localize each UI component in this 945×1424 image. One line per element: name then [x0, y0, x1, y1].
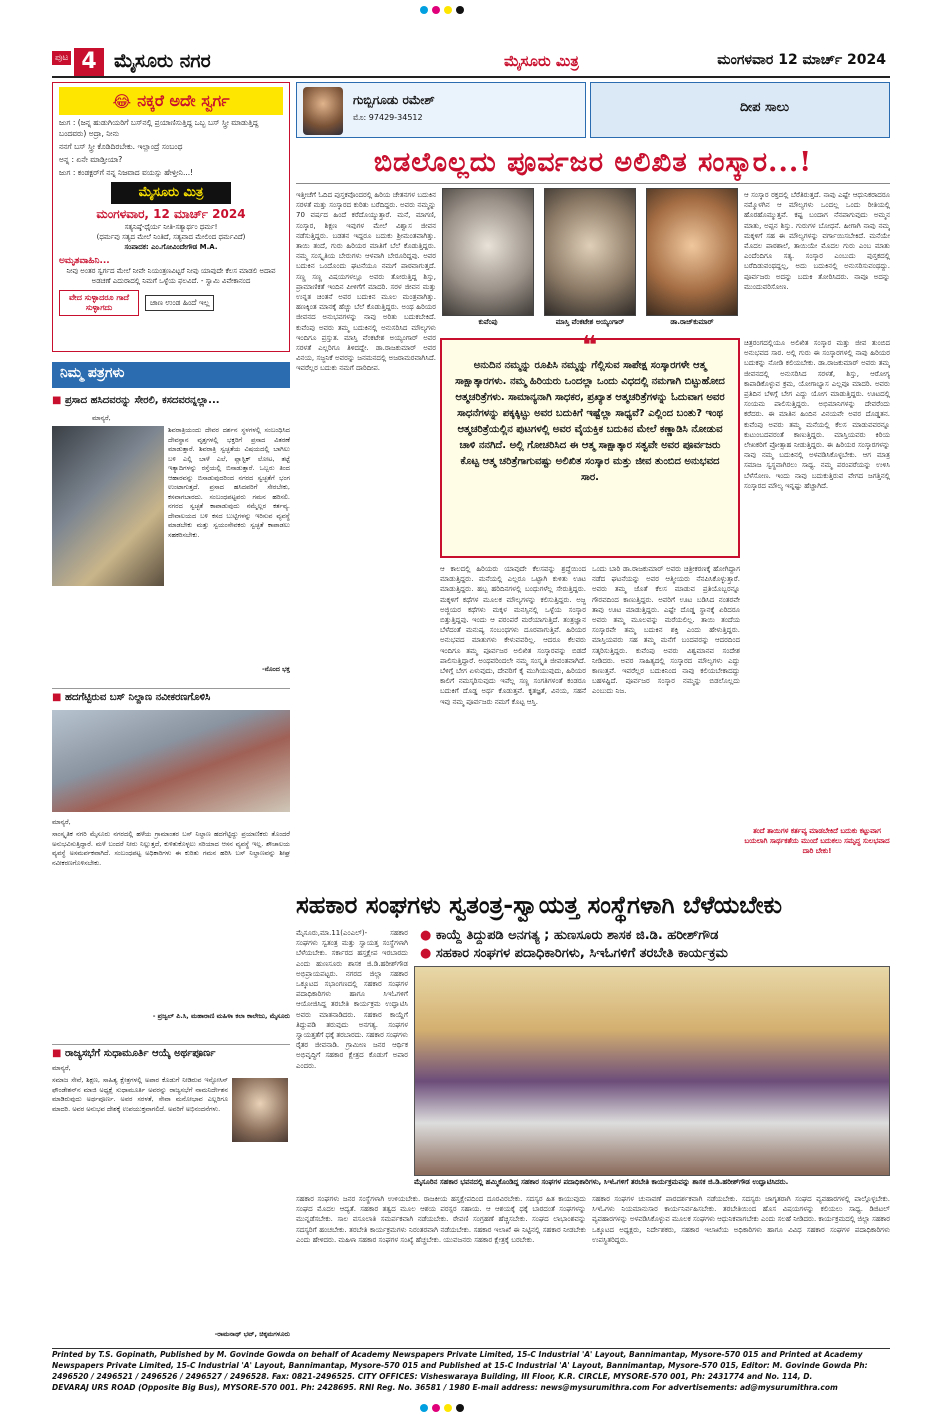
- coop-event-photo: [414, 966, 890, 1176]
- letter-3-body: ಸಮಾಜ ಸೇವೆ, ಶಿಕ್ಷಣ, ಸಾಹಿತ್ಯ ಕ್ಷೇತ್ರಗಳಲ್ಲಿ ಅಪಾರ ಕೊಡುಗೆ ನೀಡಿರುವ ಇನ್ಫೋಸಿಸ್ ಫೌಂಡೇಶನ್‌ನ ಮಾಜಿ ಅಧ್ಯಕ್ಷೆ ಸುಧಾಮೂರ್ತಿ ಅವರನ್ನು ರಾಜ್ಯಸಭೆಗೆ ನಾಮನಿರ್ದೇಶನ ಮಾಡಿರುವುದು ಅರ್ಥಪೂರ್ಣ. ಅವರ ಸರಳತೆ, ಸೇವಾ ಮನೋಭಾವ ಎಲ್ಲರಿಗೂ ಮಾದರಿ. ಅವರ ಅನುಭವ ದೇಶಕ್ಕೆ ಉಪಯುಕ್ತವಾಗಲಿದೆ. ಅವರಿಗೆ ಅಭಿನಂದನೆಗಳು.: [52, 1076, 228, 1113]
- article-column-2: ಆ ಕಾಲದಲ್ಲಿ ಹಿರಿಯರು ಯಾವುದೇ ಕೆಲಸವನ್ನು ಶ್ರದ್ಧೆಯಿಂದ ಮಾಡುತ್ತಿದ್ದರು. ಮನೆಯಲ್ಲಿ ಎಲ್ಲರೂ ಒಟ್ಟಾಗಿ ಕುಳಿತು ಊಟ ಮಾಡುತ್ತಿದ್ದರು. ಹಬ್ಬ ಹರಿದಿನಗಳಲ್ಲಿ ಬಂಧುಗಳೆಲ್ಲ ಸೇರುತ್ತಿದ್ದರು. ಮಕ್ಕಳಿಗೆ ಕಥೆಗಳ ಮೂಲಕ ಮೌಲ್ಯಗಳನ್ನು ಕಲಿಸುತ್ತಿದ್ದರು. ಅಜ್ಜ ಅಜ್ಜಿಯರ ಕಥೆಗಳು ಮಕ್ಕಳ ಮನಸ್ಸಿನಲ್ಲಿ ಒಳ್ಳೆಯ ಸಂಸ್ಕಾರ ಬಿತ್ತುತ್ತಿದ್ದವು. ಇಂದು ಆ ಪರಂಪರೆ ಮರೆಯಾಗುತ್ತಿದೆ. ತಂತ್ರಜ್ಞಾನ ಬೆಳೆದಂತೆ ಮನುಷ್ಯ ಸಂಬಂಧಗಳು ದೂರವಾಗುತ್ತಿವೆ. ಹಿರಿಯರ ಅನುಭವದ ಮಾತುಗಳು ಕೇಳುವವರಿಲ್ಲ. ಆದರೂ ಕೆಲವರು ಇಂದಿಗೂ ತಮ್ಮ ಪೂರ್ವಜರ ಅಲಿಖಿತ ಸಂಸ್ಕಾರವನ್ನು ಬಿಡದೆ ಪಾಲಿಸುತ್ತಿದ್ದಾರೆ. ಅಂಥವರಿಂದಲೇ ನಮ್ಮ ಸಂಸ್ಕೃತಿ ಜೀವಂತವಾಗಿದೆ. ಬೆಳಿಗ್ಗೆ ಬೇಗ ಏಳುವುದು, ದೇವರಿಗೆ ಕೈ ಮುಗಿಯುವುದು, ಹಿರಿಯರ ಕಾಲಿಗೆ ನಮಸ್ಕರಿಸುವುದು ಇವೆಲ್ಲ ಸಣ್ಣ ಸಂಗತಿಗಳಂತೆ ಕಂಡರೂ ಬದುಕಿಗೆ ದೊಡ್ಡ ಅರ್ಥ ಕೊಡುತ್ತವೆ. ಕೃತಜ್ಞತೆ, ವಿನಯ, ಸಹನೆ ಇವು ನಮ್ಮ ಪೂರ್ವಜರು ನಮಗೆ ಕೊಟ್ಟ ಆಸ್ತಿ.: [440, 565, 586, 706]
- sudhamurthy-photo: [232, 1078, 288, 1142]
- coop-subhead-2: ● ಸಹಕಾರ ಸಂಘಗಳ ಪದಾಧಿಕಾರಿಗಳು, ಸಿಇಓಗಳಿಗೆ ತರಬೇತಿ ಕಾರ್ಯಕ್ರಮ: [420, 946, 728, 961]
- joke-line: ಅನ್ನ : ಏನೇ ಮಾಡ್ತೀಯಾ?: [59, 155, 123, 164]
- black-dot-icon: [456, 6, 464, 14]
- letter-1-headline: ■ ಪ್ರಸಾದ ಹಸಿದವರನ್ನು ಸೇರಲಿ, ಕಸದವರನ್ನಲ್ಲಾ...: [52, 394, 290, 414]
- imprint-line: 2496520 / 2496521 / 2496526 / 2496527 / 2496528. Fax: 0821-2496525. CITY OFFICES: Visheswaraya Building, III Floor, K.R. CIRCLE, MYSORE-570 001, Ph: 2431774 and No. 114, D.: [52, 1372, 813, 1381]
- inner-date: ಮಂಗಳವಾರ, 12 ಮಾರ್ಚ್ 2024: [96, 207, 246, 221]
- portrait-caption: ಡಾ.ರಾಜ್‌ಕುಮಾರ್: [670, 318, 714, 326]
- section-title: ಮೈಸೂರು ನಗರ: [114, 50, 211, 72]
- letter-2-photo: [52, 710, 290, 812]
- registration-marks-bottom: [420, 1404, 500, 1414]
- letter-2-body: ಸಾಂಸ್ಕೃತಿಕ ನಗರಿ ಮೈಸೂರು ನಗರದಲ್ಲಿ ಹಳೆಯ ಗ್ರಾಮಾಂತರ ಬಸ್ ನಿಲ್ದಾಣ ಹದಗೆಟ್ಟಿದ್ದು ಪ್ರಯಾಣಿಕರು ತೊಂದರೆ ಅನುಭವಿಸುತ್ತಿದ್ದಾರೆ. ಮಳೆ ಬಂದರೆ ನೀರು ನಿಲ್ಲುತ್ತದೆ, ಕುಳಿತುಕೊಳ್ಳಲು ಸರಿಯಾದ ಆಸನ ವ್ಯವಸ್ಥೆ ಇಲ್ಲ. ಶೌಚಾಲಯ ವ್ಯವಸ್ಥೆ ಅಸಮರ್ಪಕವಾಗಿದೆ. ಸಂಬಂಧಪಟ್ಟ ಅಧಿಕಾರಿಗಳು ಈ ಕುರಿತು ಗಮನ ಹರಿಸಿ ಬಸ್ ನಿಲ್ದಾಣವನ್ನು ಶೀಘ್ರ ನವೀಕರಣಗೊಳಿಸಬೇಕು.: [52, 830, 290, 867]
- paper-logo: ಮೈಸೂರು ಮಿತ್ರ: [504, 52, 579, 70]
- nakkare-box: [52, 82, 290, 352]
- article-column-1: ಇತ್ತೀಚೆಗೆ ಓದಿದ ಪುಸ್ತಕವೊಂದರಲ್ಲಿ ಹಿರಿಯ ಚೇತನಗಳ ಬದುಕಿನ ಸರಳತೆ ಮತ್ತು ಸಂಸ್ಕಾರದ ಕುರಿತು ಬರೆದಿದ್ದರು. ಅವರು ನಮ್ಮನ್ನು 70 ವರ್ಷದ ಹಿಂದೆ ಕರೆದೊಯ್ಯುತ್ತಾರೆ. ಮನೆ, ಮಾಗಣಿ, ಸಂಸ್ಕಾರ, ಶಿಕ್ಷಣ ಇವುಗಳ ಮೇಲೆ ವಿಶ್ವಾಸ ಜೀವನ ನಡೆಸುತ್ತಿದ್ದರು. ಬಡತನ ಇದ್ದರೂ ಬದುಕು ಶ್ರೀಮಂತವಾಗಿತ್ತು. ತಾಯಿ ತಂದೆ, ಗುರು ಹಿರಿಯರ ಮಾತಿಗೆ ಬೆಲೆ ಕೊಡುತ್ತಿದ್ದರು. ನಮ್ಮ ಸಂಸ್ಕೃತಿಯ ಬೇರುಗಳು ಆಳವಾಗಿ ಬೇರೂರಿದ್ದವು. ಅವರ ಬದುಕಿನ ಒಂದೊಂದು ಘಟನೆಯೂ ನಮಗೆ ಪಾಠವಾಗುತ್ತದೆ. ಸಣ್ಣ ಸಣ್ಣ ವಿಷಯಗಳಲ್ಲೂ ಅವರು ತೋರುತ್ತಿದ್ದ ಶಿಸ್ತು, ಪ್ರಾಮಾಣಿಕತೆ ಇಂದಿನ ಪೀಳಿಗೆಗೆ ಮಾದರಿ. ಸರಳ ಜೀವನ ಮತ್ತು ಉನ್ನತ ಚಿಂತನೆ ಅವರ ಬದುಕಿನ ಮೂಲ ಮಂತ್ರವಾಗಿತ್ತು. ಹಣಕ್ಕಿಂತ ಮಾನಕ್ಕೆ ಹೆಚ್ಚು ಬೆಲೆ ಕೊಡುತ್ತಿದ್ದರು. ಅಂಥ ಹಿರಿಯರ ಜೀವನದ ಅನುಭವಗಳನ್ನು ನಾವು ಅರಿತು ಬದುಕಬೇಕಿದೆ. ಕುವೆಂಪು ಅವರು ತಮ್ಮ ಬದುಕಿನಲ್ಲಿ ಅನುಸರಿಸಿದ ಮೌಲ್ಯಗಳು ಇಂದಿಗೂ ಪ್ರಸ್ತುತ. ಮಾಸ್ತಿ ವೆಂಕಟೇಶ ಅಯ್ಯಂಗಾರ್ ಅವರ ಸರಳತೆ ಎಲ್ಲರಿಗೂ ತಿಳಿದದ್ದೇ. ಡಾ.ರಾಜಕುಮಾರ್ ಅವರ ವಿನಯ, ಸಜ್ಜನಿಕೆ ಅವರನ್ನು ಜನಮನದಲ್ಲಿ ಅಜರಾಮರವಾಗಿಸಿದೆ. ಇವರೆಲ್ಲರ ಬದುಕು ನಮಗೆ ದಾರಿದೀಪ.: [296, 191, 436, 373]
- magenta-dot-icon: [432, 6, 440, 14]
- cyan-dot-icon: [420, 1404, 428, 1412]
- letter-3-signature: -ರಾಮನಾಥ್ ಭಟ್, ಚಿಕ್ಕಮಗಳೂರು: [214, 1330, 290, 1338]
- article-column-4: ಆ ಸಂಸ್ಕಾರ ರಕ್ತದಲ್ಲಿ ಬೆರೆತಿರುತ್ತದೆ. ನಾವು ಎಷ್ಟೇ ಆಧುನಿಕರಾದರೂ ನಮ್ಮೊಳಗಿನ ಆ ಮೌಲ್ಯಗಳು ಒಂದಲ್ಲ ಒಂದು ರೀತಿಯಲ್ಲಿ ಹೊರಹೊಮ್ಮುತ್ತವೆ. ಕಷ್ಟ ಬಂದಾಗ ನೆನಪಾಗುವುದು ಅಮ್ಮನ ಮಾತು, ಅಪ್ಪನ ಶಿಸ್ತು. ಗುರುಗಳ ಬೋಧನೆ. ಹೀಗಾಗಿ ನಾವು ನಮ್ಮ ಮಕ್ಕಳಿಗೆ ಸಹ ಈ ಮೌಲ್ಯಗಳನ್ನು ವರ್ಗಾಯಿಸಬೇಕಿದೆ. ಮನೆಯೇ ಮೊದಲ ಪಾಠಶಾಲೆ, ತಾಯಿಯೇ ಮೊದಲ ಗುರು ಎಂಬ ಮಾತು ಎಂದೆಂದಿಗೂ ಸತ್ಯ. ಸಂಸ್ಕಾರ ಎಂಬುದು ಪುಸ್ತಕದಲ್ಲಿ ಬರೆದಿಡುವಂಥದ್ದಲ್ಲ, ಅದು ಬದುಕಿನಲ್ಲಿ ಅನುಸರಿಸುವಂಥದ್ದು. ಪೂರ್ವಜರು ಅದನ್ನು ಬದುಕಿ ತೋರಿಸಿದರು. ನಾವೂ ಅದನ್ನು ಮುಂದುವರಿಸೋಣ.: [744, 191, 890, 291]
- cyan-dot-icon: [420, 6, 428, 14]
- author-box: [296, 82, 586, 138]
- letter-2-salutation: ಮಾನ್ಯರೆ,: [52, 818, 71, 826]
- letter-2-signature: - ಪ್ರಜ್ವಲ್ ಪಿ.ಸಿ, ಮಹಾರಾಣಿ ಮಹಿಳಾ ಕಲಾ ಕಾಲೇಜು, ಮೈಸೂರು: [152, 1012, 290, 1020]
- imprint-line: Printed by T.S. Gopinath, Published by M. Govinde Gowda on behalf of Academy Newspapers Private Limited, 15-C Industrial 'A' Layout, Bannimantap, Mysore-570 015 and Printed at Academy: [52, 1350, 863, 1359]
- masti-portrait: [544, 188, 636, 316]
- tagline-sub: (ಧರ್ಮವು ಸತ್ಯದ ಮೇಲೆ ನಿಂತಿದೆ, ಸತ್ಯವಾದ ಮೇಲಿಂದ ಧರ್ಮವಿದೆ): [96, 233, 246, 241]
- main-headline: ಬಿಡಲೊಲ್ಲದು ಪೂರ್ವಜರ ಅಲಿಖಿತ ಸಂಸ್ಕಾರ...!: [296, 142, 890, 184]
- proverb-text: ಜಾಣ ಉಂಡ ಹಿಂದೆ ಇಲ್ಲ: [145, 295, 214, 311]
- portrait-caption: ಮಾಸ್ತಿ ವೆಂಕಟೇಶ ಅಯ್ಯಂಗಾರ್: [555, 318, 625, 326]
- laughing-face-icon: 😂: [112, 91, 132, 111]
- yellow-dot-icon: [444, 1404, 452, 1412]
- page-label: ಪುಟ: [52, 51, 71, 65]
- registration-marks-top: [420, 6, 500, 16]
- column-name: ದೀಪ ಸಾಲು: [740, 100, 790, 115]
- proverb-label: ವೇದ ಸುಳ್ಳಾದರೂ ಗಾದೆ ಸುಳ್ಳಾಗದು: [59, 290, 139, 316]
- article-column-3: ಒಂದು ಬಾರಿ ಡಾ.ರಾಜಕುಮಾರ್ ಅವರು ಚಿತ್ರೀಕರಣಕ್ಕೆ ಹೋಗಿದ್ದಾಗ ನಡೆದ ಘಟನೆಯನ್ನು ಅವರ ಆತ್ಮೀಯರು ನೆನಪಿಸಿಕೊಳ್ಳುತ್ತಾರೆ. ಅವರು ತಮ್ಮ ಜೊತೆ ಕೆಲಸ ಮಾಡುವ ಪ್ರತಿಯೊಬ್ಬರನ್ನೂ ಗೌರವದಿಂದ ಕಾಣುತ್ತಿದ್ದರು. ಅವರಿಗೆ ಊಟ ಬಡಿಸಿದ ನಂತರವೇ ತಾವು ಊಟ ಮಾಡುತ್ತಿದ್ದರು. ಎಷ್ಟೇ ದೊಡ್ಡ ಸ್ಥಾನಕ್ಕೆ ಏರಿದರೂ ಅವರು ತಮ್ಮ ಮೂಲವನ್ನು ಮರೆಯಲಿಲ್ಲ. ತಾಯಿ ತಂದೆಯ ಸಂಸ್ಕಾರವೇ ತಮ್ಮ ಬದುಕಿನ ಶಕ್ತಿ ಎಂದು ಹೇಳುತ್ತಿದ್ದರು. ಮಾಸ್ತಿಯವರು ಸಹ ತಮ್ಮ ಮನೆಗೆ ಬಂದವರನ್ನು ಆದರದಿಂದ ಸತ್ಕರಿಸುತ್ತಿದ್ದರು. ಕುವೆಂಪು ಅವರು ವಿಶ್ವಮಾನವ ಸಂದೇಶ ನೀಡಿದರು. ಅವರ ಸಾಹಿತ್ಯದಲ್ಲಿ ಸಂಸ್ಕಾರದ ಮೌಲ್ಯಗಳು ಎದ್ದು ಕಾಣುತ್ತವೆ. ಇವರೆಲ್ಲರ ಬದುಕಿನಿಂದ ನಾವು ಕಲಿಯಬೇಕಾದದ್ದು ಬಹಳಷ್ಟಿದೆ. ಪೂರ್ವಜರ ಸಂಸ್ಕಾರ ನಮ್ಮನ್ನು ಬಿಡಲೊಲ್ಲದು ಎಂಬುದು ನಿಜ.: [592, 565, 740, 696]
- coop-photo-caption: ಮೈಸೂರಿನ ಸಹಕಾರ ಭವನದಲ್ಲಿ ಹಮ್ಮಿಕೊಂಡಿದ್ದ ಸಹಕಾರ ಸಂಘಗಳ ಪದಾಧಿಕಾರಿಗಳು, ಸಿಇಓಗಳಿಗೆ ತರಬೇತಿ ಕಾರ್ಯಕ್ರಮವನ್ನು ಶಾಸಕ ಜಿ.ಡಿ.ಹರೀಶ್‌ಗೌಡ ಉದ್ಘಾಟಿಸಿದರು.: [414, 1178, 789, 1186]
- letter-1-salutation: ಮಾನ್ಯರೆ,: [92, 414, 111, 422]
- amrutha-text: ನೀವು ಅಂತರ ಸ್ವರ್ಗದ ಮೇಲೆ ನೀವೇ ನಿಯಂತ್ರಣವಿಟ್ಟರೆ ನೀವು ಯಾವುದೇ ಕೆಲಸ ಮಾಡಲಿ ಅದಾವ ಅಡಚಣೆ ಎದುರಾದಲ್ಲಿ ನಿಮಗೆ ಒಳ್ಳೆಯ ಫಲವಿದೆ. - ಸ್ವಾಮಿ ವಿವೇಕಾನಂದ: [66, 267, 276, 285]
- portrait-caption: ಕುವೆಂಪು: [478, 318, 498, 326]
- black-dot-icon: [456, 1404, 464, 1412]
- joke-line: ಜುಗ : ಕಂಡಕ್ಟರ್‌ಗೆ ನನ್ನ ನಿಜವಾದ ವಯಸ್ಸು ಹೇಳ್ತೀನಿ...!: [59, 168, 194, 177]
- coop-headline: ಸಹಕಾರ ಸಂಘಗಳು ಸ್ವತಂತ್ರ-ಸ್ವಾಯತ್ತ ಸಂಸ್ಥೆಗಳಾಗಿ ಬೆಳೆಯಬೇಕು: [296, 890, 782, 919]
- magenta-dot-icon: [432, 1404, 440, 1412]
- joke-line: ನನಗೆ ಬಸ್ ಸ್ತ್ರೀ ಕೊಡಿದಿರಬೇಕು. ಇಲ್ಲಾಂದ್ರೆ ಸಂಬಂಧ: [59, 142, 183, 151]
- joke-line: ಜುಗ : (ಜನ್ನ ಹುಡುಗಿಯರಿಗೆ ಬಸ್‌ನಲ್ಲಿ ಪ್ರಯಾಣಿಸುತ್ತಿದ್ದ ಒಬ್ಬ ಬಸ್ ಸ್ತ್ರೀ ಮಾಡುತ್ತಿದ್ದ ಬಂದವರು) ಅದ್ರಾ, ನೀನು: [59, 118, 259, 138]
- coop-subhead-1: ● ಕಾಯ್ದೆ ತಿದ್ದುಪಡಿ ಅನಗತ್ಯ ; ಹುಣಸೂರು ಶಾಸಕ ಜಿ.ಡಿ. ಹರೀಶ್‌ಗೌಡ: [420, 928, 718, 943]
- article-callout: ತಂದೆ ತಾಯಿಗಳ ಕರ್ತವ್ಯ ಮಾಡಬೇಕಿದೆ ಬದುಕು ಕಟ್ಟುವಾಗ ಬಯಲಾಗಿ ಸಾರ್ಥಕತೆಯ ಮುಂದೆ ಬದುಕಲು ಸಮೃದ್ಧ ಸುಲಭವಾದ ದಾರಿ ಬೇಕು!: [744, 827, 890, 855]
- pull-quote: ❝ ಅನುದಿನ ನಮ್ಮನ್ನು ರೂಪಿಸಿ ನಮ್ಮನ್ನು ಗೆಲ್ಲಿಸುವ ಸಾಪೇಕ್ಷ ಸಂಸ್ಕಾರಗಳೇ ಆತ್ಮ ಸಾಕ್ಷಾತ್ಕಾರಗಳು. ನಮ್ಮ ಹಿರಿಯರು ಒಂದಲ್ಲಾ ಒಂದು ವಿಧದಲ್ಲಿ ನಮಗಾಗಿ ಬಿಟ್ಟುಹೋದ ಆತ್ಮಚರಿತ್ರೆಗಳು. ಸಾಮಾನ್ಯನಾಗಿ ಸಾಧಕರ, ಪ್ರಖ್ಯಾತ ಆತ್ಮಚರಿತ್ರೆಗಳನ್ನು ಓದುವಾಗ ಅವರ ಸಾಧನೆಗಳನ್ನು ಪಕ್ಕಕ್ಕಿಟ್ಟು ಅವರ ಬದುಕಿಗೆ ಇಷ್ಟೆಲ್ಲಾ ಸಾಧ್ಯವೆ? ಎಲ್ಲಿಂದ ಬಂತು? ಇಂಥ ಆತ್ಮಚರಿತ್ರೆಯಲ್ಲಿನ ಪುಟಗಳಲ್ಲಿ ಅವರ ವೈಯಕ್ತಿಕ ಬದುಕಿನ ಮೇಲೆ ಕಣ್ಣಾಡಿಸಿ ನೋಡುವ ಚಾಳಿ ನನಗಿದೆ. ಅಲ್ಲಿ ಗೋಚರಿಸಿದ ಈ ಆತ್ಮ ಸಾಕ್ಷಾತ್ಕಾರ ಸತ್ವವೇ ಅವರ ಪೂರ್ವಜರು ಕೊಟ್ಟ ಆತ್ಮ ಚರಿತ್ರೆಗಾಗುವಷ್ಟು ಅಲಿಖಿತ ಸಂಸ್ಕಾರ ಮತ್ತು ಜೀವ ತುಂಬಿದ ಅನುಭವದ ಸಾರ.: [440, 338, 740, 558]
- amrutha-title: ಅಮೃತವಾಹಿನಿ...: [59, 256, 110, 266]
- proverb-row: [59, 290, 283, 316]
- nakkare-title: 😂 ನಕ್ಕರೆ ಅದೇ ಸ್ವರ್ಗ: [59, 87, 283, 115]
- author-name: ಗುಬ್ಬಿಗೂಡು ರಮೇಶ್: [353, 93, 435, 107]
- coop-body-bottom: ಸಹಕಾರ ಸಂಘಗಳು ಜನರ ಸಂಸ್ಥೆಗಳಾಗಿ ಉಳಿಯಬೇಕು. ರಾಜಕೀಯ ಹಸ್ತಕ್ಷೇಪದಿಂದ ದೂರವಿರಬೇಕು. ಸದಸ್ಯರ ಹಿತ ಕಾಯುವುದು ಸಂಘದ ಮೊದಲ ಆದ್ಯತೆ. ಸಹಕಾರ ತತ್ವದ ಮೂಲ ಆಶಯ ಪರಸ್ಪರ ಸಹಾಯ. ಆ ಆಶಯಕ್ಕೆ ಧಕ್ಕೆ ಬಾರದಂತೆ ಸಂಘಗಳನ್ನು ಮುನ್ನಡೆಸಬೇಕು. ಸಾಲ ವಸೂಲಾತಿ ಸಮರ್ಪಕವಾಗಿ ನಡೆಯಬೇಕು. ಠೇವಣಿ ಸಂಗ್ರಹಣೆ ಹೆಚ್ಚಿಸಬೇಕು. ಸಂಘದ ಲಾಭಾಂಶವನ್ನು ಸದಸ್ಯರಿಗೆ ಹಂಚಬೇಕು. ತರಬೇತಿ ಕಾರ್ಯಕ್ರಮಗಳು ನಿರಂತರವಾಗಿ ನಡೆಯಬೇಕು. ಸಹಕಾರ ಇಲಾಖೆ ಈ ನಿಟ್ಟಿನಲ್ಲಿ ಸಹಕಾರ ನೀಡಬೇಕು ಎಂದು ಹೇಳಿದರು. ಮಹಿಳಾ ಸಹಕಾರ ಸಂಘಗಳ ಸಂಖ್ಯೆ ಹೆಚ್ಚಬೇಕು. ಯುವಜನರು ಸಹಕಾರ ಕ್ಷೇತ್ರಕ್ಕೆ ಬರಬೇಕು.: [296, 1195, 586, 1244]
- imprint-line: DEVARAJ URS ROAD (Opposite Big Bus), MYSORE-570 001. Ph: 2428695. RNI Reg. No. 36581 / 1980 E-mail address: news@mysurumithra.com For advertisements: ad@mysurumithra.com: [52, 1383, 838, 1392]
- imprint-line: Newspapers Private Limited, 15-C Industrial 'A' Layout, Bannimantap, Mysore-570 015 and Published at 15-C Industrial 'A' Layout, Bannimantap, Mysore-570 015, Editor: M. Govinde Gowda Ph:: [52, 1361, 868, 1370]
- author-avatar: [303, 87, 343, 135]
- editor-line: ಸಂಪಾದಕ: ಎಂ.ಗೋವಿಂದೇಗೌಡ M.A.: [124, 243, 218, 251]
- letters-header: ನಿಮ್ಮ ಪತ್ರಗಳು: [52, 362, 290, 388]
- yellow-dot-icon: [444, 6, 452, 14]
- inner-paper-logo: ಮೈಸೂರು ಮಿತ್ರ: [111, 182, 231, 204]
- letter-1-photo: [52, 426, 164, 586]
- tagline: ಸತ್ಯನಿಷ್ಠೆ-ಧೈರ್ಯ ನೀತಿ-ಸತ್ಯಾರ್ಥಂ ಧರ್ಮ!: [124, 223, 218, 231]
- letter-1-body: ಶಿವರಾತ್ರಿಯಂದು ದೇವರ ದರ್ಶನ ಸ್ಥಳಗಳಲ್ಲಿ ಸಂಬಂಧಿಸಿದ ದೇವಸ್ಥಾನ ವೃತ್ತಗಳಲ್ಲಿ ಭಕ್ತರಿಗೆ ಪ್ರಸಾದ ವಿತರಣೆ ಮಾಡುತ್ತಾರೆ. ಶಿವರಾತ್ರಿ ಸ್ವಚ್ಛತೆಯ ವಿಷಯದಲ್ಲಿ ಬಾಗಿಲು ಬಳಿ ಎಲ್ಲಿ ಬಾಳೆ ಎಲೆ, ಪ್ಲಾಸ್ಟಿಕ್ ಲೋಟ, ತಟ್ಟೆ ಇತ್ಯಾದಿಗಳನ್ನು ರಸ್ತೆಯಲ್ಲಿ ಬಿಸಾಡುತ್ತಾರೆ. ಒಬ್ಬರು ತಿಂದ ಆಹಾರವನ್ನು ಬಿಸಾಡುವುದರಿಂದ ನಗರದ ಸ್ವಚ್ಛತೆಗೆ ಭಂಗ ಉಂಟಾಗುತ್ತದೆ. ಪ್ರಸಾದ ಹಸಿದವರಿಗೆ ಸೇರಬೇಕು, ಕಸವಾಗಬಾರದು. ಸಂಬಂಧಪಟ್ಟವರು ಗಮನ ಹರಿಸಲಿ. ನಗರದ ಸ್ವಚ್ಛತೆ ಕಾಪಾಡುವುದು ನಮ್ಮೆಲ್ಲರ ಕರ್ತವ್ಯ. ದೇವಾಲಯದ ಬಳಿ ಕಸದ ಬುಟ್ಟಿಗಳನ್ನು ಇರಿಸುವ ವ್ಯವಸ್ಥೆ ಮಾಡಬೇಕು ಮತ್ತು ಸ್ವಯಂಸೇವಕರು ಸ್ವಚ್ಛತೆ ಕಾಪಾಡಲು ಸಹಕರಿಸಬೇಕು.: [168, 426, 290, 539]
- coop-body-right: ಸಹಕಾರ ಸಂಘಗಳ ಚುನಾವಣೆ ಪಾರದರ್ಶಕವಾಗಿ ನಡೆಯಬೇಕು. ಸದಸ್ಯರು ಜಾಗೃತರಾಗಿ ಸಂಘದ ವ್ಯವಹಾರಗಳಲ್ಲಿ ಪಾಲ್ಗೊಳ್ಳಬೇಕು. ಸಿಇಓಗಳು ನಿಯಮಾನುಸಾರ ಕಾರ್ಯನಿರ್ವಹಿಸಬೇಕು. ತರಬೇತಿಯಿಂದ ಹೊಸ ವಿಷಯಗಳನ್ನು ಕಲಿಯಲು ಸಾಧ್ಯ. ಡಿಜಿಟಲ್ ವ್ಯವಹಾರಗಳನ್ನು ಅಳವಡಿಸಿಕೊಳ್ಳುವ ಮೂಲಕ ಸಂಘಗಳು ಆಧುನಿಕವಾಗಬೇಕು ಎಂದು ಸಲಹೆ ನೀಡಿದರು. ಕಾರ್ಯಕ್ರಮದಲ್ಲಿ ಜಿಲ್ಲಾ ಸಹಕಾರ ಒಕ್ಕೂಟದ ಅಧ್ಯಕ್ಷರು, ನಿರ್ದೇಶಕರು, ಸಹಕಾರ ಇಲಾಖೆಯ ಅಧಿಕಾರಿಗಳು ಹಾಗೂ ವಿವಿಧ ಸಹಕಾರ ಸಂಘಗಳ ಪದಾಧಿಕಾರಿಗಳು ಉಪಸ್ಥಿತರಿದ್ದರು.: [592, 1195, 890, 1244]
- author-phone: ಮೊ: 97429-34512: [353, 113, 423, 122]
- issue-date: ಮಂಗಳವಾರ 12 ಮಾರ್ಚ್ 2024: [717, 52, 886, 68]
- letter-3-headline: ■ ರಾಜ್ಯಸಭೆಗೆ ಸುಧಾಮೂರ್ತಿ ಆಯ್ಕೆ ಅರ್ಥಪೂರ್ಣ: [52, 1044, 290, 1062]
- rajkumar-portrait: [646, 188, 738, 316]
- coop-body-left: ಮೈಸೂರು,ಮಾ.11(ಎಂಎಲ್)- ಸಹಕಾರ ಸಂಘಗಳು ಸ್ವತಂತ್ರ ಮತ್ತು ಸ್ವಾಯತ್ತ ಸಂಸ್ಥೆಗಳಾಗಿ ಬೆಳೆಯಬೇಕು. ಸರ್ಕಾರದ ಹಸ್ತಕ್ಷೇಪ ಇರಬಾರದು ಎಂದು ಹುಣಸೂರು ಶಾಸಕ ಜಿ.ಡಿ.ಹರೀಶ್‌ಗೌಡ ಅಭಿಪ್ರಾಯಪಟ್ಟರು. ನಗರದ ಜಿಲ್ಲಾ ಸಹಕಾರ ಒಕ್ಕೂಟದ ಸಭಾಂಗಣದಲ್ಲಿ ಸಹಕಾರ ಸಂಘಗಳ ಪದಾಧಿಕಾರಿಗಳು ಹಾಗೂ ಸಿಇಓಗಳಿಗೆ ಆಯೋಜಿಸಿದ್ದ ತರಬೇತಿ ಕಾರ್ಯಕ್ರಮ ಉದ್ಘಾಟಿಸಿ ಅವರು ಮಾತನಾಡಿದರು. ಸಹಕಾರ ಕಾಯ್ದೆಗೆ ತಿದ್ದುಪಡಿ ತರುವುದು ಅನಗತ್ಯ. ಸಂಘಗಳ ಸ್ವಾಯತ್ತತೆಗೆ ಧಕ್ಕೆ ತರಬಾರದು. ಸಹಕಾರ ಸಂಘಗಳು ರೈತರ ಜೀವನಾಡಿ. ಗ್ರಾಮೀಣ ಜನರ ಆರ್ಥಿಕ ಅಭಿವೃದ್ಧಿಗೆ ಸಹಕಾರ ಕ್ಷೇತ್ರದ ಕೊಡುಗೆ ಅಪಾರ ಎಂದರು.: [296, 929, 408, 1070]
- quote-mark-icon: ❝: [582, 331, 598, 361]
- article-column-5: ಚಿತ್ರರಂಗದಲ್ಲಿಯೂ ಅಲಿಖಿತ ಸಂಸ್ಕಾರ ಮತ್ತು ಜೀವ ತುಂಬಿದ ಅನುಭವದ ಸಾರ. ಅಲ್ಲಿ ಗುರು ಈ ಸಂಸ್ಕಾರಗಳಲ್ಲಿ ನಾವು ಹಿರಿಯರ ಬದುಕನ್ನು ನೋಡಿ ಕಲಿಯಬೇಕು. ಡಾ.ರಾಜಕುಮಾರ್ ಅವರು ತಮ್ಮ ಜೀವನದಲ್ಲಿ ಅನುಸರಿಸಿದ ಸರಳತೆ, ಶಿಸ್ತು, ಆರೋಗ್ಯ ಕಾಪಾಡಿಕೊಳ್ಳುವ ಕ್ರಮ, ಯೋಗಾಭ್ಯಾಸ ಎಲ್ಲವೂ ಮಾದರಿ. ಅವರು ಪ್ರತಿದಿನ ಬೆಳಿಗ್ಗೆ ಬೇಗ ಎದ್ದು ಯೋಗ ಮಾಡುತ್ತಿದ್ದರು. ಊಟದಲ್ಲಿ ಸಂಯಮ ಪಾಲಿಸುತ್ತಿದ್ದರು. ಅಭಿಮಾನಿಗಳನ್ನು ದೇವರೆಂದು ಕರೆದರು. ಈ ಮಾತಿನ ಹಿಂದಿನ ವಿನಯವೇ ಅವರ ದೊಡ್ಡತನ. ಕುವೆಂಪು ಅವರು ತಮ್ಮ ಮನೆಯಲ್ಲಿ ಕೆಲಸ ಮಾಡುವವರನ್ನೂ ಕುಟುಂಬದವರಂತೆ ಕಾಣುತ್ತಿದ್ದರು. ಮಾಸ್ತಿಯವರು ಕಿರಿಯ ಲೇಖಕರಿಗೆ ಪ್ರೋತ್ಸಾಹ ನೀಡುತ್ತಿದ್ದರು. ಈ ಹಿರಿಯರ ಸಂಸ್ಕಾರಗಳನ್ನು ನಾವು ನಮ್ಮ ಬದುಕಿನಲ್ಲಿ ಅಳವಡಿಸಿಕೊಳ್ಳಬೇಕು. ಆಗ ಮಾತ್ರ ಸಮಾಜ ಸ್ವಸ್ಥವಾಗಿರಲು ಸಾಧ್ಯ. ನಮ್ಮ ಪರಂಪರೆಯನ್ನು ಉಳಿಸಿ ಬೆಳೆಸೋಣ. ಇಂದು ನಾವು ಬದುಕುತ್ತಿರುವ ವೇಗದ ಜಗತ್ತಿನಲ್ಲಿ ಸಂಸ್ಕಾರದ ಮೌಲ್ಯ ಇನ್ನಷ್ಟು ಹೆಚ್ಚಾಗಿದೆ.: [744, 339, 890, 490]
- page-number: 4: [74, 48, 104, 76]
- letter-3-salutation: ಮಾನ್ಯರೆ,: [52, 1064, 71, 1072]
- letter-2-headline: ■ ಹದಗೆಟ್ಟಿರುವ ಬಸ್ ನಿಲ್ದಾಣ ನವೀಕರಣಗೊಳಿಸಿ: [52, 688, 290, 706]
- portraits: [440, 188, 740, 328]
- kuvempu-portrait: [442, 188, 534, 316]
- letter-1-signature: -ನೊಂದ ಭಕ್ತ: [262, 665, 290, 673]
- masthead: [52, 48, 890, 78]
- imprint-footer: [52, 1348, 890, 1396]
